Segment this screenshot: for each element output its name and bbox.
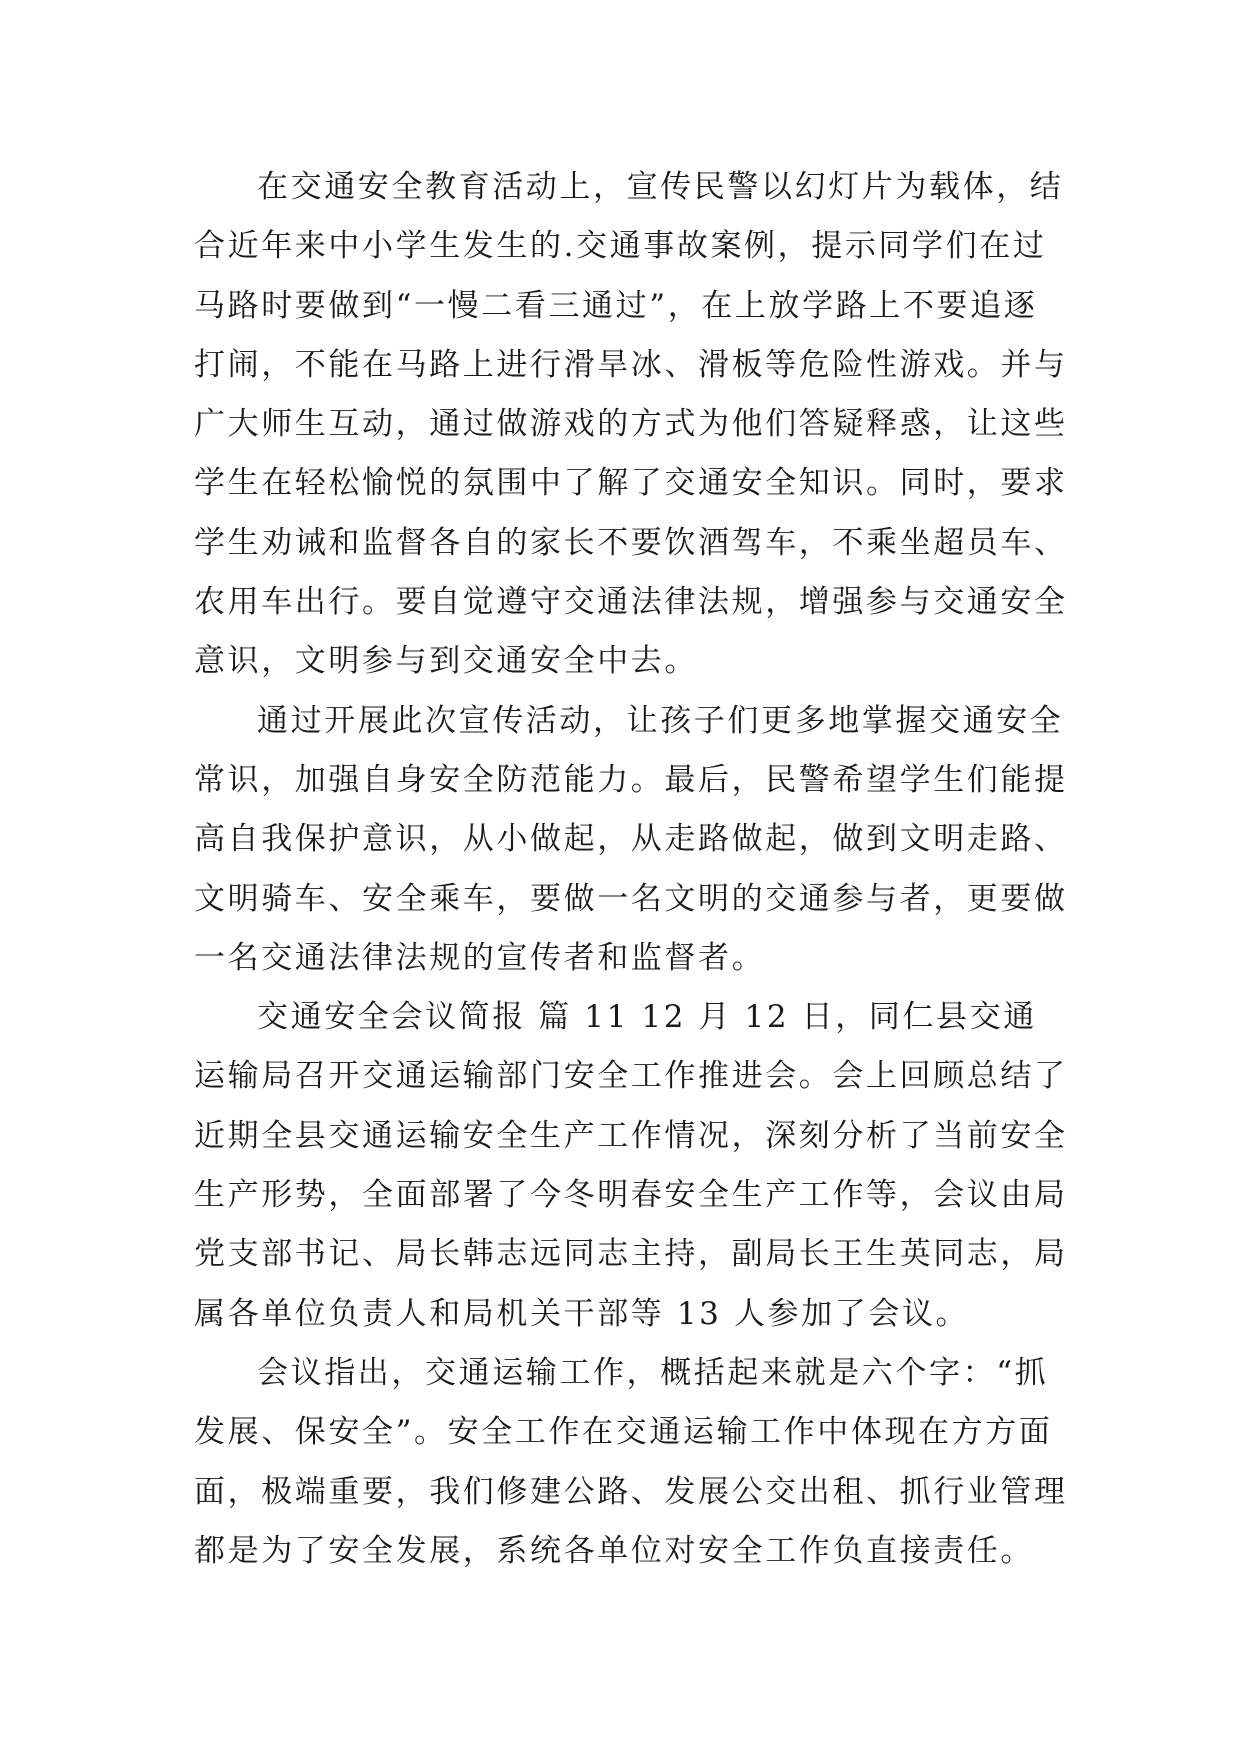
text-line: 都是为了安全发展，系统各单位对安全工作负直接责任。 (194, 1532, 1034, 1569)
text-line: 马路时要做到“一慢二看三通过”，在上放学路上不要追逐 (194, 287, 1038, 324)
text-line: 属各单位负责人和局机关干部等 13 人参加了会议。 (194, 1295, 970, 1332)
paragraph-first-line: 会议指出，交通运输工作，概括起来就是六个字：“抓 (257, 1354, 1049, 1391)
text-line: 学生劝诫和监督各自的家长不要饮酒驾车，不乘坐超员车、 (194, 524, 1068, 561)
text-line: 广大师生互动，通过做游戏的方式为他们答疑释惑，让这些 (194, 406, 1068, 443)
paragraph-first-line: 通过开展此次宣传活动，让孩子们更多地掌握交通安全 (257, 702, 1064, 739)
text-line: 近期全县交通运输安全生产工作情况，深刻分析了当前安全 (194, 1117, 1068, 1154)
text-line: 运输局召开交通运输部门安全工作推进会。会上回顾总结了 (194, 1058, 1068, 1095)
text-line: 合近年来中小学生发生的.交通事故案例，提示同学们在过 (194, 228, 1047, 265)
text-line: 学生在轻松愉悦的氛围中了解了交通安全知识。同时，要求 (194, 465, 1068, 502)
text-line: 面，极端重要，我们修建公路、发展公交出租、抓行业管理 (194, 1473, 1068, 1510)
text-line: 打闹，不能在马路上进行滑旱冰、滑板等危险性游戏。并与 (194, 346, 1068, 383)
text-line: 发展、保安全”。安全工作在交通运输工作中体现在方方面 (194, 1414, 1053, 1451)
text-line: 意识，文明参与到交通安全中去。 (194, 643, 698, 680)
text-line: 农用车出行。要自觉遵守交通法律法规，增强参与交通安全 (194, 584, 1068, 621)
text-line: 一名交通法律法规的宣传者和监督者。 (194, 939, 766, 976)
paragraph-first-line: 交通安全会议简报 篇 11 12 月 12 日，同仁县交通 (257, 999, 1037, 1036)
text-line: 高自我保护意识，从小做起，从走路做起，做到文明走路、 (194, 821, 1068, 858)
paragraph-first-line: 在交通安全教育活动上，宣传民警以幻灯片为载体，结 (257, 169, 1064, 205)
text-line: 文明骑车、安全乘车，要做一名文明的交通参与者，更要做 (194, 880, 1068, 917)
text-line: 常识，加强自身安全防范能力。最后，民警希望学生们能提 (194, 761, 1068, 798)
text-line: 生产形势，全面部署了今冬明春安全生产工作等，会议由局 (194, 1177, 1068, 1214)
text-line: 党支部书记、局长韩志远同志主持，副局长王生英同志，局 (194, 1236, 1068, 1273)
body-text (194, 158, 1074, 1581)
